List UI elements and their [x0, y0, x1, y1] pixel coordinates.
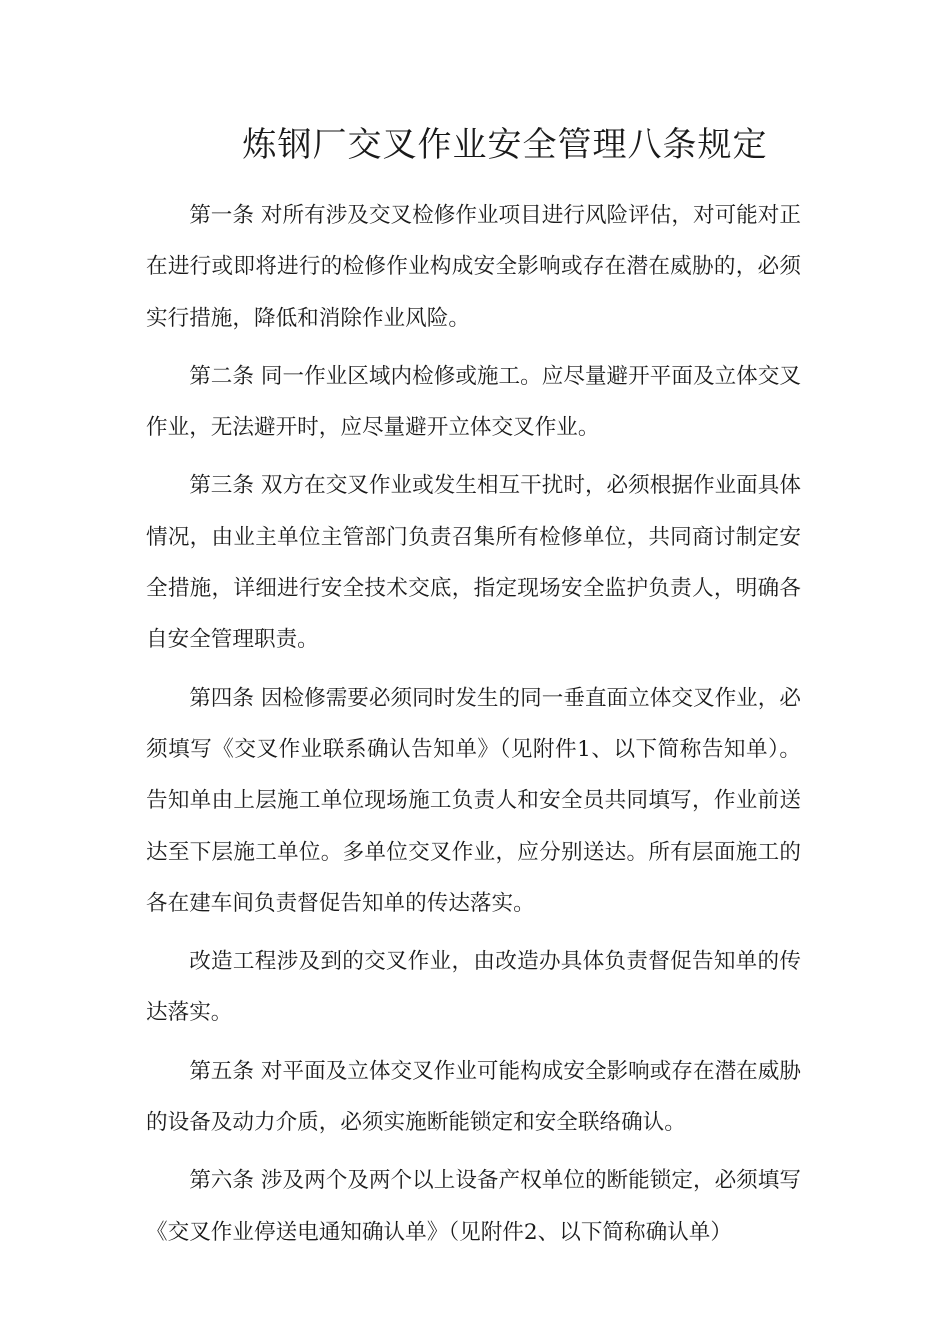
- document-body: [146, 190, 801, 1265]
- paragraph-article-2: 第二条 同一作业区域内检修或施工。应尽量避开平面及立体交叉作业，无法避开时，应尽量避开立体交叉作业。: [146, 363, 801, 441]
- paragraph-article-6: 第六条 涉及两个及两个以上设备产权单位的断能锁定，必须填写《交叉作业停送电通知确认单》（见附件2、以下简称确认单）: [146, 1168, 801, 1245]
- paragraph-article-1: 第一条 对所有涉及交叉检修作业项目进行风险评估，对可能对正在进行或即将进行的检修作业构成安全影响或存在潜在威胁的，必须实行措施，降低和消除作业风险。: [146, 203, 801, 331]
- paragraph-article-5: 第五条 对平面及立体交叉作业可能构成安全影响或存在潜在威胁的设备及动力介质，必须实施断能锁定和安全联络确认。: [146, 1058, 801, 1136]
- paragraph-article-4: 第四条 因检修需要必须同时发生的同一垂直面立体交叉作业，必须填写《交叉作业联系确认告知单》（见附件1、以下简称告知单）。告知单由上层施工单位现场施工负责人和安全员共同填写，作业前送达至下层施工单位。多单位交叉作业，应分别送达。所有层面施工的各在建车间负责督促告知单的传达落实。: [146, 685, 801, 916]
- paragraph-article-4-supplement: 改造工程涉及到的交叉作业，由改造办具体负责督促告知单的传达落实。: [146, 949, 801, 1026]
- paragraph-article-3: 第三条 双方在交叉作业或发生相互干扰时，必须根据作业面具体情况，由业主单位主管部门负责召集所有检修单位，共同商讨制定安全措施，详细进行安全技术交底，指定现场安全监护负责人，明确各自安全管理职责。: [146, 473, 801, 653]
- document-title: 炼钢厂交叉作业安全管理八条规定: [242, 125, 768, 165]
